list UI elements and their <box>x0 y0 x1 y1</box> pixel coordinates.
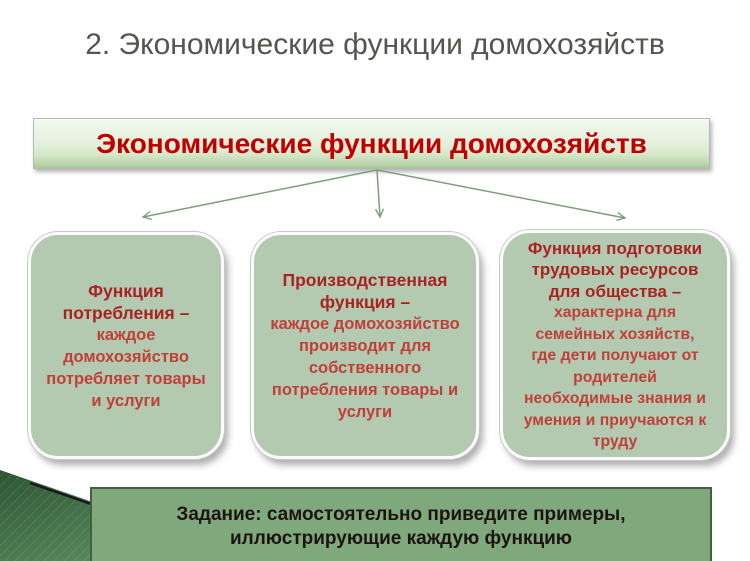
box-body-line: характерна для <box>553 304 677 321</box>
box-body-line: каждое <box>96 325 156 344</box>
task-box <box>90 487 712 561</box>
header-box-label: Экономические функции домохозяйств <box>96 127 647 159</box>
task-text-line: иллюстрирующие каждую функцию <box>229 528 573 549</box>
box-body-line: домохозяйство <box>63 347 189 366</box>
box-body-line: умения и приучаются к <box>523 411 707 429</box>
box-title-line: трудовых ресурсов <box>531 260 699 279</box>
arrow-middle <box>377 170 380 217</box>
box-title-line: Функция подготовки <box>527 238 703 258</box>
box-body-line: потребления товары и <box>271 380 459 399</box>
box-title-line: функция – <box>319 291 411 312</box>
header-box <box>33 118 710 169</box>
box-body-line: производит для <box>298 336 432 355</box>
function-box-production <box>251 232 479 459</box>
box-title-line: Производственная <box>282 269 448 290</box>
box-body-line: труду <box>592 433 638 450</box>
box-title-line: для общества – <box>548 281 682 301</box>
box-body-line: каждое домохозяйство <box>270 314 460 333</box>
function-box-labor-resources <box>500 230 730 460</box>
box-title-line: Функция <box>88 280 164 301</box>
box-body-line: собственного <box>308 358 422 377</box>
box-body-line: родителей <box>573 368 657 386</box>
box-title-line: потребления – <box>62 302 190 323</box>
box-body-line: и услуги <box>91 391 161 410</box>
arrow-left <box>143 170 377 217</box>
arrow-right <box>377 170 625 218</box>
task-text-line: Задание: самостоятельно приведите примеры, <box>176 504 626 525</box>
function-box-consumption <box>28 232 224 459</box>
box-body-line: потребляет товары <box>46 369 206 388</box>
box-body-line: семейных хозяйств, <box>535 325 695 343</box>
box-body-line: где дети получают от <box>531 347 699 364</box>
slide-title: 2. Экономические функции домохозяйств <box>85 28 665 61</box>
branch-arrows <box>0 168 750 230</box>
box-body-line: необходимые знания и <box>523 390 706 407</box>
box-body-line: услуги <box>337 402 393 421</box>
